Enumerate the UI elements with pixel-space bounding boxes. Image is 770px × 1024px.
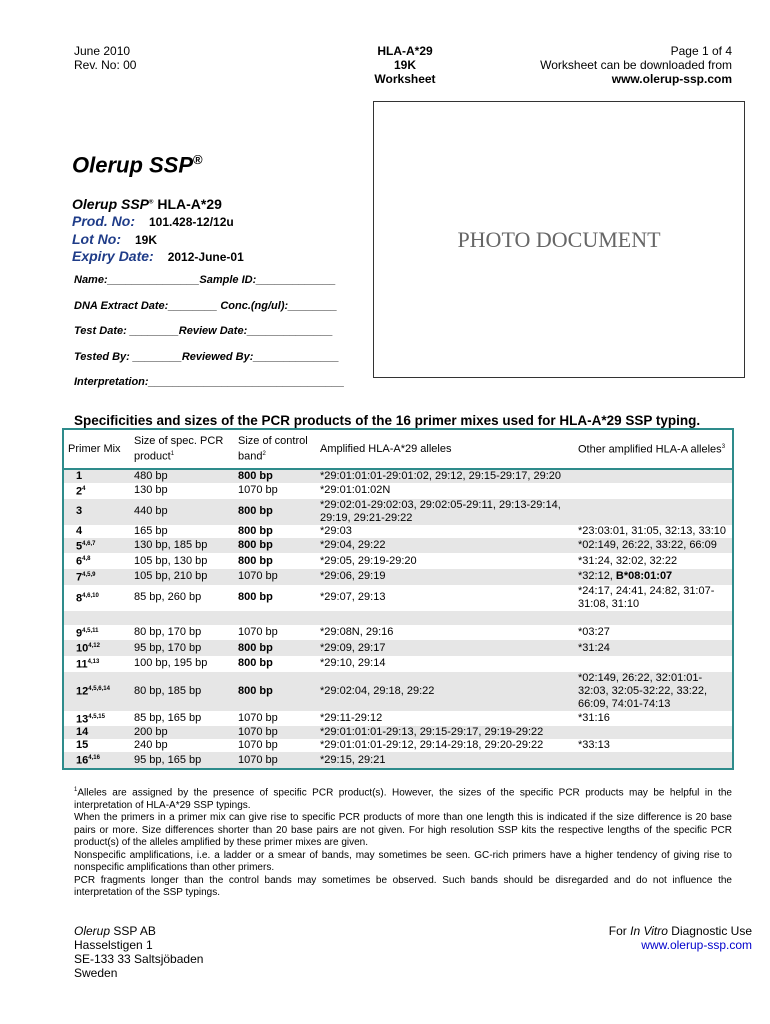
cell-sup: 4,16 (88, 755, 100, 762)
registered-mark: ® (193, 152, 203, 167)
cell-ctrl: 800 bp (238, 538, 273, 551)
date: June 2010 (74, 44, 131, 58)
column-header (234, 429, 316, 469)
table-cell (316, 739, 574, 752)
brand-name: Olerup SSP (72, 152, 194, 178)
header-sup: 1 (170, 450, 175, 457)
use-pre: For (608, 924, 631, 938)
table-cell (574, 483, 733, 499)
table-cell (63, 483, 130, 499)
table-row (63, 553, 733, 569)
cell-mix: 16 (76, 754, 89, 767)
test-date-field[interactable]: Test Date: ________Review Date:______________ (74, 325, 333, 337)
table-cell (63, 525, 130, 538)
cell-ctrl: 800 bp (238, 591, 273, 604)
table-cell (63, 569, 130, 585)
table-cell (316, 525, 574, 538)
specificity-table (62, 428, 734, 770)
cell-size: 165 bp (134, 524, 168, 537)
cell-ctrl: 1070 bp (238, 484, 278, 497)
cell-other: *33:13 (578, 739, 610, 752)
table-cell (130, 553, 234, 569)
cell-ctrl: 800 bp (238, 554, 273, 567)
table-cell (316, 611, 574, 625)
cell-size: 95 bp, 165 bp (134, 753, 202, 766)
table-cell (316, 585, 574, 611)
table-row (63, 611, 733, 625)
cell-other: *03:27 (578, 625, 610, 638)
cell-size: 480 bp (134, 470, 168, 482)
cell-a29: *29:04, 29:22 (320, 538, 386, 551)
table-cell (130, 672, 234, 711)
table-cell (234, 726, 316, 739)
table-cell (574, 469, 733, 483)
use-italic: In Vitro (630, 924, 668, 938)
table-cell (63, 672, 130, 711)
cell-mix: 15 (76, 739, 89, 752)
page-number: Page 1 of 4 (670, 44, 732, 58)
cell-mix: 9 (76, 627, 83, 640)
prod-label: Prod. No: (72, 213, 135, 229)
table-cell (234, 611, 316, 625)
use-post: Diagnostic Use (667, 924, 752, 938)
cell-mix: 14 (76, 726, 89, 739)
cell-size: 130 bp, 185 bp (134, 538, 208, 551)
header-url[interactable]: www.olerup-ssp.com (611, 72, 732, 86)
header-left (74, 44, 136, 72)
note-2: When the primers in a primer mix can give rise to specific PCR products of more than one length this is indicated if the size difference is 20 base pairs or more. Size differences shorter than 20 base pairs are not given. For high resolution SSP kits the respective lengths of the specific PCR product(s) of the alleles amplified by these primer mixes are given. (74, 812, 732, 849)
table-cell (574, 752, 733, 769)
table-cell (63, 739, 130, 752)
cell-size: 85 bp, 165 bp (134, 711, 202, 724)
footer-url-link[interactable]: www.olerup-ssp.com (641, 938, 752, 952)
cell-sup: 4,13 (87, 658, 100, 665)
table-cell (130, 611, 234, 625)
table-cell (574, 711, 733, 727)
table-cell (63, 752, 130, 769)
cell-other: *23:03:01, 31:05, 32:13, 33:10 (578, 524, 727, 537)
company-rest: SSP AB (110, 924, 156, 938)
cell-sup: 4,8 (82, 556, 91, 563)
header-label: Primer Mix (68, 442, 121, 455)
cell-ctrl: 1070 bp (238, 739, 278, 752)
table-cell (63, 553, 130, 569)
table-row (63, 499, 733, 525)
cell-mix: 13 (76, 713, 89, 726)
table-cell (130, 726, 234, 739)
cell-sup: 4,6,10 (82, 592, 99, 599)
cell-sup: 4,5,15 (88, 713, 105, 720)
table-row (63, 739, 733, 752)
table-cell (63, 726, 130, 739)
cell-size: 240 bp (134, 739, 168, 752)
cell-mix: 3 (76, 505, 83, 518)
cell-other: *32:12, (578, 570, 616, 583)
cell-size: 80 bp, 170 bp (134, 625, 202, 638)
product-title (72, 196, 222, 212)
table-row (63, 525, 733, 538)
cell-sup: 4,6,7 (82, 540, 96, 547)
cell-a29: *29:01:01:01-29:12, 29:14-29:18, 29:20-29:22 (320, 739, 544, 752)
diagnostic-use (609, 924, 752, 938)
brand-title (72, 152, 203, 178)
cell-ctrl: 1070 bp (238, 753, 278, 766)
cell-ctrl: 1070 bp (238, 570, 278, 583)
header-label: Other amplified HLA-A alleles (578, 443, 722, 456)
table-cell (234, 483, 316, 499)
table-cell (316, 569, 574, 585)
table-cell (234, 672, 316, 711)
column-header (316, 429, 574, 469)
cell-a29: *29:15, 29:21 (320, 753, 386, 766)
cell-a29: *29:11-29:12 (320, 711, 383, 724)
lot-value: 19K (134, 233, 157, 247)
cell-other: *02:149, 26:22, 33:22, 66:09 (578, 538, 717, 551)
expiry-date (72, 248, 244, 264)
cell-sup: 4,5,11 (82, 627, 99, 634)
header-label: Amplified HLA-A*29 alleles (320, 442, 452, 455)
note-4: PCR fragments longer than the control bands may sometimes be observed. Such bands should be disregarded and do not influence the interpretation of the SSP typings. (74, 874, 732, 899)
column-header (63, 429, 130, 469)
tested-by-field[interactable]: Tested By: ________Reviewed By:______________ (74, 351, 339, 363)
header-center (330, 44, 480, 86)
cell-size: 85 bp, 260 bp (134, 591, 202, 604)
table-cell (316, 656, 574, 672)
header-label: Size of control band (238, 434, 308, 463)
lot-no (72, 231, 157, 247)
city: SE-133 33 Saltsjöbaden (74, 952, 204, 966)
table-cell (316, 711, 574, 727)
table-row (63, 538, 733, 554)
cell-ctrl: 800 bp (238, 505, 273, 518)
name-sample-field[interactable]: Name:_______________Sample ID:_____________ (74, 274, 336, 286)
table-cell (234, 625, 316, 641)
cell-mix: 1 (76, 470, 83, 482)
table-row (63, 585, 733, 611)
cell-mix: 10 (76, 642, 89, 655)
cell-mix: 6 (76, 555, 83, 568)
table-cell (130, 538, 234, 554)
cell-mix: 4 (76, 524, 83, 537)
table-cell (63, 538, 130, 554)
table-title: Specificities and sizes of the PCR products of the 16 primer mixes used for HLA-A*29 SSP typing. (74, 413, 701, 428)
cell-mix: 8 (76, 592, 83, 605)
cell-mix: 2 (76, 485, 83, 498)
table-cell (234, 739, 316, 752)
table-cell (316, 553, 574, 569)
table-cell (316, 640, 574, 656)
table-cell (130, 585, 234, 611)
revision: Rev. No: 00 (74, 58, 137, 72)
cell-ctrl: 800 bp (238, 470, 273, 482)
table-cell (574, 585, 733, 611)
table-cell (130, 640, 234, 656)
table-row (63, 711, 733, 727)
cell-a29: *29:02:01-29:02:03, 29:02:05-29:11, 29:13-29:14, 29:19, 29:21-29:22 (320, 498, 561, 524)
table-cell (63, 640, 130, 656)
table-cell (574, 672, 733, 711)
table-cell (234, 538, 316, 554)
table-cell (316, 625, 574, 641)
table-cell (234, 553, 316, 569)
table-cell (234, 711, 316, 727)
cell-ctrl: 800 bp (238, 641, 273, 654)
table-cell (574, 726, 733, 739)
cell-ctrl: 800 bp (238, 657, 273, 670)
cell-ctrl: 1070 bp (238, 711, 278, 724)
table-row (63, 640, 733, 656)
table-cell (316, 672, 574, 711)
cell-a29: *29:02:04, 29:18, 29:22 (320, 684, 435, 697)
company-name (74, 924, 203, 938)
cell-size: 440 bp (134, 505, 168, 518)
cell-other: *31:16 (578, 711, 610, 724)
table-cell (574, 611, 733, 625)
cell-mix: 12 (76, 685, 89, 698)
cell-mix: 11 (76, 658, 88, 671)
cell-ctrl: 1070 bp (238, 625, 278, 638)
prod-no (72, 213, 234, 229)
table-cell (130, 569, 234, 585)
table-cell (316, 483, 574, 499)
note-sup: 1 (74, 787, 78, 793)
table-cell (130, 525, 234, 538)
table-cell (316, 538, 574, 554)
table-row (63, 625, 733, 641)
expiry-value: 2012-June-01 (167, 250, 244, 264)
table-cell (63, 611, 130, 625)
download-text: Worksheet can be downloaded from (540, 58, 732, 72)
cell-size: 105 bp, 130 bp (134, 554, 208, 567)
expiry-label: Expiry Date: (72, 248, 154, 264)
cell-size: 200 bp (134, 726, 168, 739)
cell-sup: 4,5,6,14 (88, 686, 110, 693)
table-cell (574, 538, 733, 554)
header-sup: 3 (721, 444, 726, 451)
table-cell (316, 752, 574, 769)
header-lot: 19K (393, 58, 416, 72)
cell-sup: 4,12 (88, 643, 100, 650)
table-cell (130, 625, 234, 641)
cell-a29: *29:05, 29:19-29:20 (320, 554, 417, 567)
cell-other: *02:149, 26:22, 32:01:01-32:03, 32:05-32:22, 33:22, 66:09, 74:01-74:13 (578, 671, 708, 710)
cell-a29: *29:08N, 29:16 (320, 625, 394, 638)
cell-a29: *29:06, 29:19 (320, 570, 386, 583)
table-cell (234, 469, 316, 483)
table-cell (63, 625, 130, 641)
table-cell (316, 499, 574, 525)
registered-mark: ® (149, 199, 154, 206)
table-cell (574, 569, 733, 585)
cell-a29: *29:03 (320, 524, 352, 537)
cell-size: 80 bp, 185 bp (134, 684, 202, 697)
cell-a29: *29:01:01:01-29:01:02, 29:12, 29:15-29:17, 29:20 (320, 470, 561, 482)
table-row (63, 483, 733, 499)
table-cell (130, 739, 234, 752)
dna-extract-field[interactable]: DNA Extract Date:________ Conc.(ng/ul):________ (74, 300, 338, 312)
cell-sup: 4,5,9 (82, 571, 96, 578)
cell-a29: *29:10, 29:14 (320, 657, 386, 670)
header-sup: 2 (262, 450, 266, 457)
cell-ctrl: 1070 bp (238, 726, 278, 739)
column-header (130, 429, 234, 469)
table-row (63, 672, 733, 711)
country: Sweden (74, 966, 118, 980)
footnotes (74, 784, 732, 900)
note-text: Alleles are assigned by the presence of specific PCR product(s). However, the sizes of the specific PCR products may be helpful in the interpretation of HLA-A*29 SSP typings. (74, 787, 732, 811)
table-cell (574, 499, 733, 525)
photo-document-box: PHOTO DOCUMENT (373, 101, 745, 378)
table-cell (574, 553, 733, 569)
cell-mix: 5 (76, 540, 83, 553)
table-cell (130, 483, 234, 499)
cell-mix: 7 (76, 571, 83, 584)
cell-a29: *29:01:01:02N (320, 484, 391, 497)
table-cell (574, 640, 733, 656)
note-3: Nonspecific amplifications, i.e. a ladder or a smear of bands, may sometimes be seen. GC-rich primers have a higher tendency of giving rise to nonspecific amplifications than other primers. (74, 849, 732, 874)
prod-value: 101.428-12/12u (149, 215, 234, 229)
cell-ctrl: 800 bp (238, 684, 273, 697)
header-title: HLA-A*29 (377, 44, 433, 58)
street: Hasselstigen 1 (74, 938, 153, 952)
cell-other: *24:17, 24:41, 24:82, 31:07-31:08, 31:10 (578, 584, 715, 610)
cell-ctrl: 800 bp (238, 524, 273, 537)
cell-other: *31:24 (578, 641, 610, 654)
table-cell (316, 726, 574, 739)
header-right (540, 44, 732, 86)
table-cell (574, 525, 733, 538)
cell-a29: *29:07, 29:13 (320, 591, 386, 604)
product-name: HLA-A*29 (157, 196, 222, 212)
table-cell (63, 656, 130, 672)
table-row (63, 469, 733, 483)
cell-a29: *29:01:01:01-29:13, 29:15-29:17, 29:19-29:22 (320, 726, 544, 739)
interpretation-field[interactable]: Interpretation:________________________________ (74, 376, 345, 388)
note-1 (74, 784, 732, 812)
table-cell (234, 656, 316, 672)
table-header-row (63, 429, 733, 469)
table-cell (130, 469, 234, 483)
table-cell (63, 499, 130, 525)
header-worksheet: Worksheet (374, 72, 436, 86)
table-cell (130, 656, 234, 672)
cell-size: 130 bp (134, 484, 168, 497)
company-address (74, 924, 203, 980)
lot-label: Lot No: (72, 231, 121, 247)
table-cell (63, 711, 130, 727)
cell-sup: 4 (82, 486, 86, 492)
table-cell (234, 525, 316, 538)
cell-size: 95 bp, 170 bp (134, 641, 202, 654)
table-cell (130, 499, 234, 525)
table-row (63, 569, 733, 585)
table-cell (130, 752, 234, 769)
table-cell (316, 469, 574, 483)
table-row (63, 726, 733, 739)
table-cell (130, 711, 234, 727)
table-row (63, 656, 733, 672)
table-cell (63, 585, 130, 611)
cell-size: 105 bp, 210 bp (134, 570, 208, 583)
company-italic: Olerup (74, 924, 111, 938)
table-cell (234, 585, 316, 611)
table-cell (574, 739, 733, 752)
table-cell (574, 625, 733, 641)
table-cell (234, 640, 316, 656)
column-header (574, 429, 733, 469)
footer-right (609, 924, 752, 952)
header-label: Size of spec. PCR product (134, 434, 224, 463)
cell-a29: *29:09, 29:17 (320, 641, 386, 654)
table-cell (234, 499, 316, 525)
table-cell (234, 752, 316, 769)
product-brand: Olerup SSP (72, 196, 150, 212)
table-cell (574, 656, 733, 672)
table-cell (234, 569, 316, 585)
cell-size: 100 bp, 195 bp (134, 657, 208, 670)
table-row (63, 752, 733, 769)
table-cell (63, 469, 130, 483)
cell-other: *31:24, 32:02, 32:22 (578, 554, 678, 567)
cell-other_bold: B*08:01:07 (615, 570, 673, 583)
